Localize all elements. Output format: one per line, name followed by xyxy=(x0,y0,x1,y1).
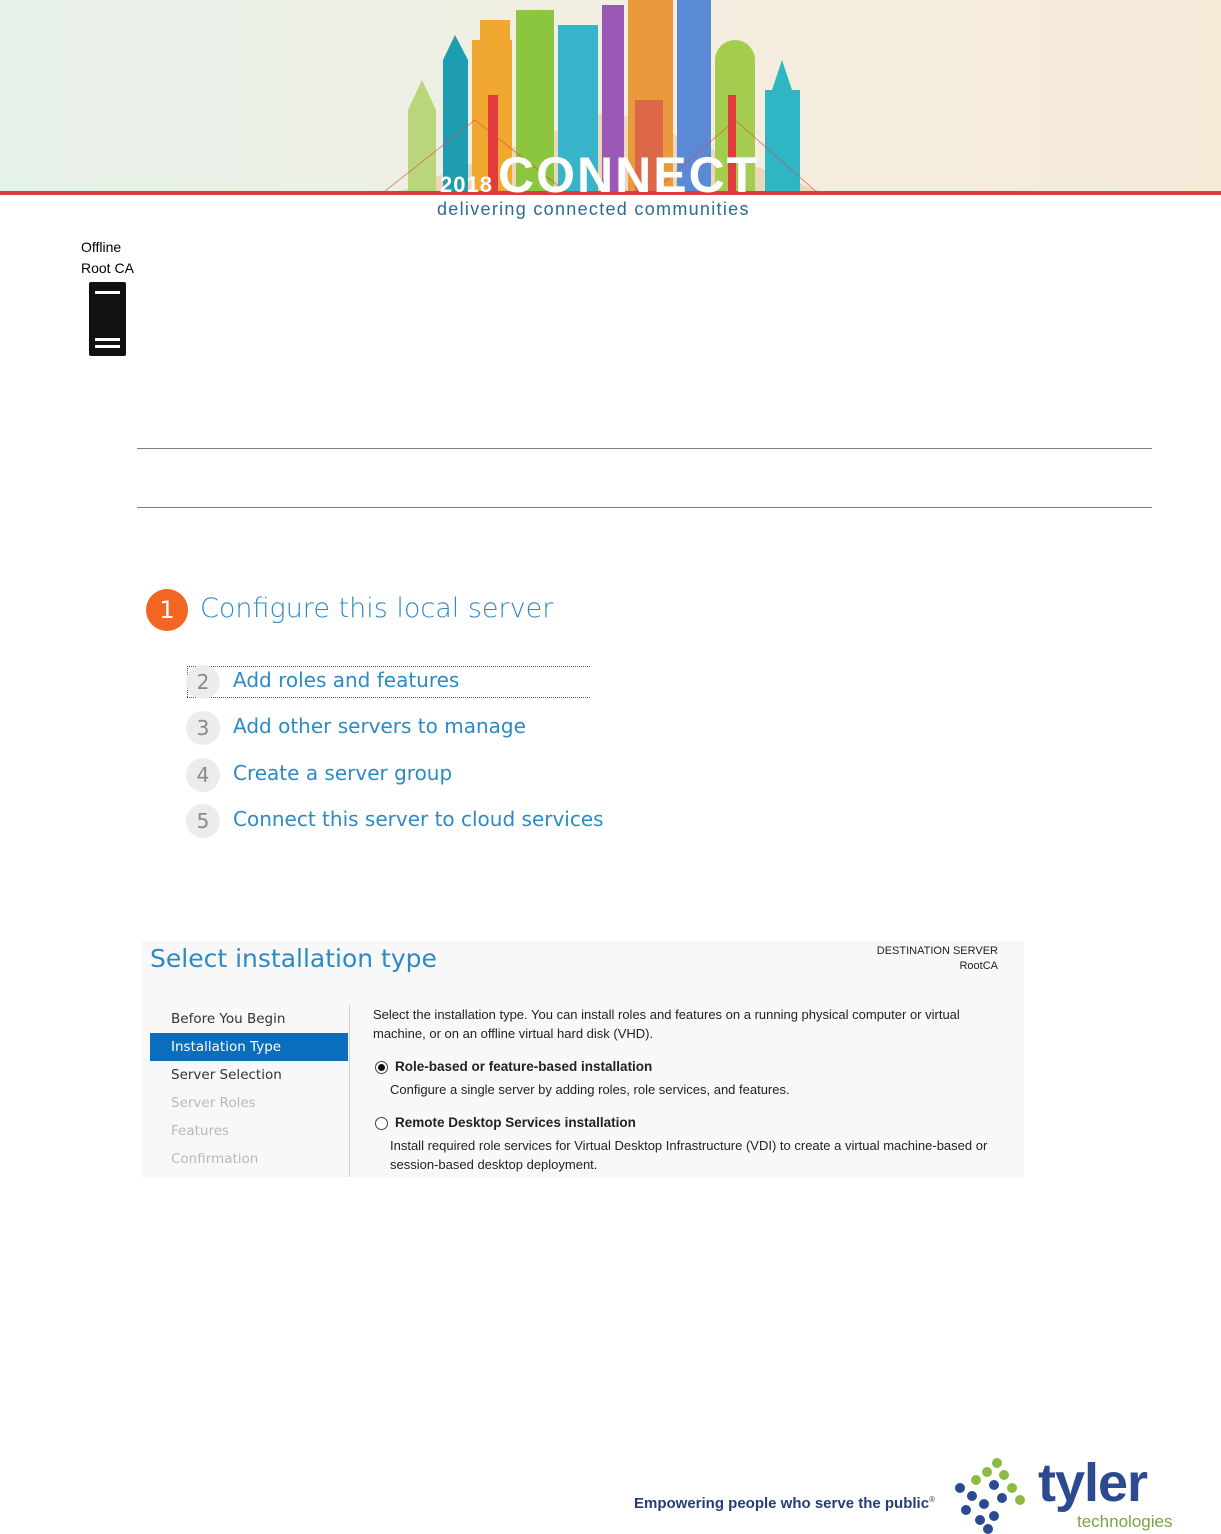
option-title[interactable]: Role-based or feature-based installation xyxy=(395,1059,653,1074)
option-description: Configure a single server by adding roles, role services, and features. xyxy=(390,1082,790,1097)
connect-cloud-services-link[interactable]: Connect this server to cloud services xyxy=(233,807,604,831)
footer-tagline-text: Empowering people who serve the public xyxy=(634,1495,930,1512)
offline-root-ca-label: Offline Root CA xyxy=(81,239,134,276)
remote-desktop-radio[interactable] xyxy=(375,1117,388,1130)
add-roles-features-link[interactable]: Add roles and features xyxy=(233,668,460,692)
step-number: 4 xyxy=(186,758,220,792)
add-other-servers-link[interactable]: Add other servers to manage xyxy=(233,714,526,738)
connect-2018-banner xyxy=(0,0,1221,225)
nav-confirmation: Confirmation xyxy=(171,1151,259,1167)
option-description: Install required role services for Virtual Desktop Infrastructure (VDI) to create a virtual machine-based or session-based desktop deployment. xyxy=(390,1138,988,1172)
divider-line xyxy=(137,507,1152,508)
nav-server-roles: Server Roles xyxy=(171,1095,256,1111)
divider-line xyxy=(137,448,1152,449)
nav-divider xyxy=(349,1005,350,1177)
banner-tagline: delivering connected communities xyxy=(437,199,750,219)
step-1-badge: 1 xyxy=(146,589,188,631)
step-number: 5 xyxy=(186,804,220,838)
server-tower-icon xyxy=(89,282,126,356)
destination-server xyxy=(877,944,998,974)
tyler-logo-text: tyler xyxy=(1038,1453,1148,1513)
step-number: 3 xyxy=(186,711,220,745)
create-server-group-link[interactable]: Create a server group xyxy=(233,761,453,785)
banner-year: 2018 xyxy=(440,172,493,197)
option-title[interactable]: Remote Desktop Services installation xyxy=(395,1115,636,1130)
footer-tagline xyxy=(634,1495,935,1512)
tyler-dots-icon xyxy=(952,1458,1032,1534)
role-based-radio[interactable] xyxy=(375,1061,388,1074)
nav-before-you-begin[interactable]: Before You Begin xyxy=(171,1011,286,1027)
nav-features: Features xyxy=(171,1123,230,1139)
registered-mark: ® xyxy=(929,1495,935,1504)
wizard-title: Select installation type xyxy=(150,944,437,973)
nav-installation-type[interactable]: Installation Type xyxy=(150,1033,348,1061)
destination-server-value: RootCA xyxy=(959,960,998,972)
tyler-logo-subtext: technologies xyxy=(1077,1512,1173,1531)
configure-local-server-link[interactable]: Configure this local server xyxy=(200,593,554,624)
wizard-nav xyxy=(150,1005,348,1173)
add-roles-wizard xyxy=(142,941,1024,1177)
step-number: 2 xyxy=(186,665,220,699)
installation-type-description: Select the installation type. You can install roles and features on a running physical computer or virtual machine, or on an offline virtual hard disk (VHD). xyxy=(373,1007,960,1041)
destination-server-label: DESTINATION SERVER xyxy=(876,945,998,957)
nav-server-selection[interactable]: Server Selection xyxy=(171,1067,282,1083)
banner-title: CONNECT xyxy=(498,147,760,203)
